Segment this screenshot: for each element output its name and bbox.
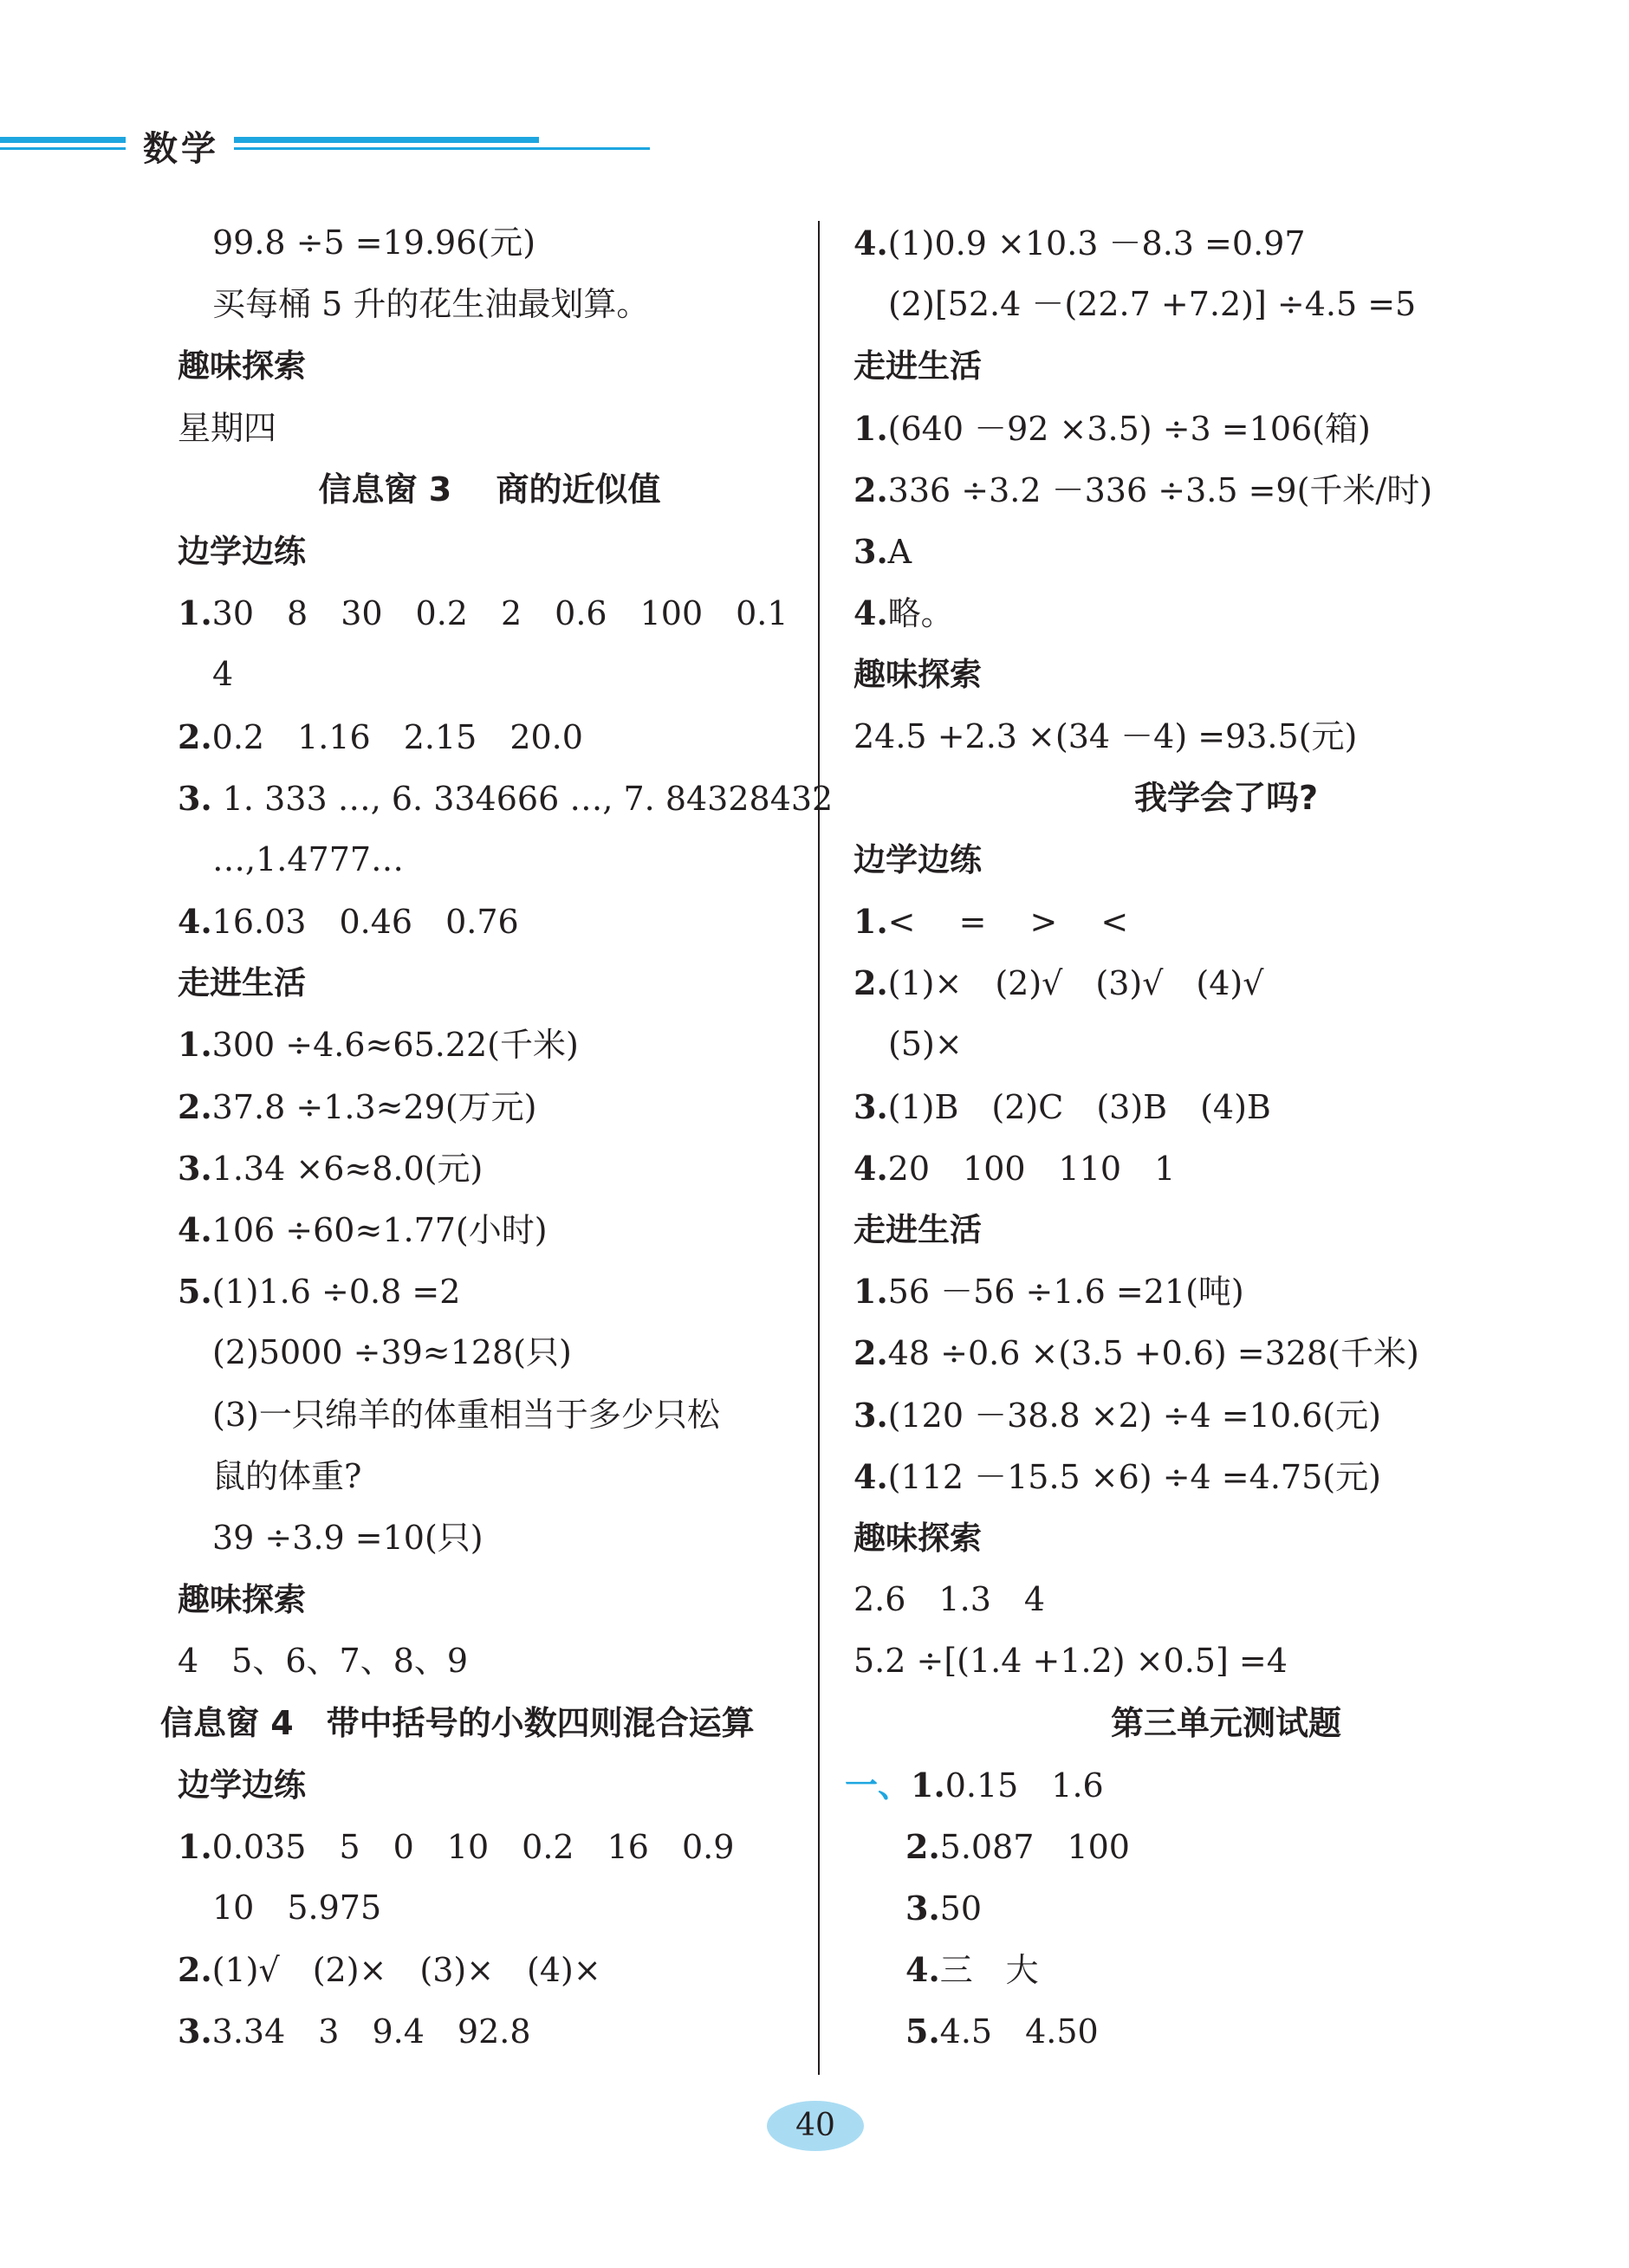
section-heading <box>853 829 1599 891</box>
answer-text: …,1.4777… <box>212 839 405 878</box>
item-number: 4. <box>853 1148 888 1188</box>
answer-text: 我学会了吗? <box>1133 778 1319 817</box>
answer-text: 5.087 100 <box>939 1827 1130 1866</box>
answer-text: 4 5、6、7、8、9 <box>178 1642 469 1681</box>
answer-text: 50 <box>939 1889 983 1928</box>
answer-line <box>853 1260 1599 1322</box>
section-heading <box>853 1507 1599 1569</box>
header-stripe <box>0 137 126 143</box>
header-stripe <box>234 137 539 143</box>
item-number: 1. <box>853 902 888 942</box>
header-stripe <box>0 147 126 150</box>
answer-line <box>178 1507 802 1569</box>
answer-text: 走进生活 <box>853 347 982 386</box>
item-number: 1. <box>178 1025 212 1065</box>
answer-line <box>178 1260 802 1322</box>
answer-line <box>178 274 802 335</box>
answer-text: < = > < <box>887 903 1129 942</box>
answer-line <box>178 1816 802 1877</box>
answer-line <box>853 952 1599 1014</box>
answer-line <box>178 1076 802 1137</box>
answer-text: 鼠的体重? <box>212 1456 362 1495</box>
answer-line <box>853 1384 1599 1446</box>
answer-line <box>853 398 1599 459</box>
item-number: 4. <box>853 593 888 633</box>
answer-text: (2)5000 ÷39≈128(只) <box>212 1333 572 1372</box>
section-heading <box>853 335 1599 397</box>
answer-line <box>853 891 1599 952</box>
answer-text: 336 ÷3.2 －336 ÷3.5 =9(千米/时) <box>887 470 1433 509</box>
answer-line <box>178 1199 802 1260</box>
answer-text: 4.5 4.50 <box>939 2012 1099 2051</box>
answer-text: 48 ÷0.6 ×(3.5 +0.6) =328(千米) <box>887 1334 1419 1373</box>
item-number: 3. <box>853 1086 888 1126</box>
chapter-title <box>160 1693 802 1754</box>
answer-line <box>853 1816 1599 1877</box>
answer-line <box>178 1014 802 1075</box>
item-number: 1. <box>853 408 888 448</box>
answer-line <box>178 1384 802 1446</box>
answer-line <box>178 1877 802 1939</box>
answer-line <box>178 398 802 459</box>
answer-text: 20 100 110 1 <box>887 1149 1176 1188</box>
answer-text: 三 大 <box>939 1951 1039 1990</box>
answer-text: 信息窗 4 带中括号的小数四则混合运算 <box>160 1703 755 1742</box>
answer-line <box>853 582 1599 644</box>
answer-line <box>178 1137 802 1199</box>
answer-text: 56 －56 ÷1.6 =21(吨) <box>887 1273 1244 1312</box>
answer-line <box>178 829 802 891</box>
answer-text: 99.8 ÷5 =19.96(元) <box>212 224 536 262</box>
answer-text: 边学边练 <box>178 1766 306 1804</box>
answer-text: 39 ÷3.9 =10(只) <box>212 1518 484 1557</box>
item-number: 3. <box>178 1148 212 1188</box>
left-column <box>160 212 834 2063</box>
part-marker: 一、 <box>845 1765 912 1805</box>
answer-text: 37.8 ÷1.3≈29(万元) <box>211 1087 537 1126</box>
answer-text: 0.15 1.6 <box>944 1766 1104 1805</box>
section-heading <box>853 1199 1599 1260</box>
item-number: 3. <box>178 2012 212 2051</box>
answer-text: 边学边练 <box>853 840 982 878</box>
item-number: 5. <box>905 2012 940 2051</box>
section-heading <box>178 1569 802 1630</box>
answer-text: 4 <box>212 655 234 694</box>
item-number: 5. <box>178 1272 212 1312</box>
answer-text: 边学边练 <box>178 532 306 570</box>
answer-text: (3)一只绵羊的体重相当于多少只松 <box>212 1395 720 1434</box>
answer-text: 信息窗 3 商的近似值 <box>318 470 661 509</box>
answer-line <box>853 2000 1599 2062</box>
answer-line <box>178 1939 802 2000</box>
item-number: 4. <box>853 1456 888 1496</box>
answer-line <box>853 1939 1599 2000</box>
answer-line <box>178 644 802 705</box>
answer-text: (120 －38.8 ×2) ÷4 =10.6(元) <box>887 1396 1381 1435</box>
answer-line <box>178 891 802 952</box>
answer-line <box>853 459 1599 521</box>
item-number: 2. <box>905 1826 940 1866</box>
answer-line <box>178 212 802 274</box>
answer-text: 16.03 0.46 0.76 <box>211 903 519 942</box>
item-number: 1. <box>911 1765 945 1805</box>
answer-line <box>853 1137 1599 1199</box>
answer-line <box>853 1569 1599 1630</box>
answer-line <box>853 1877 1599 1939</box>
answer-text: 趣味探索 <box>853 656 982 694</box>
item-number: 4. <box>178 1210 212 1249</box>
answer-line <box>853 1446 1599 1507</box>
answer-text: 0.035 5 0 10 0.2 16 0.9 <box>211 1827 735 1866</box>
answer-line <box>845 1754 1599 1816</box>
section-heading <box>178 335 802 397</box>
item-number: 4. <box>178 902 212 942</box>
answer-text: 趣味探索 <box>178 347 306 386</box>
answer-text: (112 －15.5 ×6) ÷4 =4.75(元) <box>887 1457 1381 1496</box>
answer-text: 0.2 1.16 2.15 20.0 <box>211 717 583 756</box>
answer-text: 走进生活 <box>853 1211 982 1248</box>
right-column <box>845 212 1599 2063</box>
answer-text: (640 －92 ×3.5) ÷3 =106(箱) <box>887 409 1371 448</box>
item-number: 3. <box>905 1889 940 1928</box>
answer-text: 300 ÷4.6≈65.22(千米) <box>211 1026 579 1065</box>
item-number: 3. <box>853 1395 888 1435</box>
answer-text: 星期四 <box>178 408 277 447</box>
answer-text: 2.6 1.3 4 <box>853 1580 1046 1619</box>
answer-text: 30 8 30 0.2 2 0.6 100 0.1 <box>211 594 789 633</box>
item-number: 2. <box>178 1950 212 1990</box>
answer-line <box>178 1630 802 1692</box>
item-number: 4. <box>853 224 888 262</box>
page-number: 40 <box>795 2108 835 2143</box>
item-number: 2. <box>178 716 212 756</box>
item-number: 1. <box>178 1826 212 1866</box>
item-number: 2. <box>853 470 888 509</box>
answer-text: 走进生活 <box>178 964 306 1002</box>
answer-text: (1)√ (2)× (3)× (4)× <box>211 1951 601 1990</box>
item-number: 2. <box>853 963 888 1003</box>
item-number: 1. <box>178 593 212 633</box>
item-number: 2. <box>853 1333 888 1373</box>
answer-line <box>178 1322 802 1383</box>
answer-line <box>178 706 802 768</box>
answer-text: 106 ÷60≈1.77(小时) <box>211 1211 548 1249</box>
chapter-title <box>853 768 1599 829</box>
answer-text: 略。 <box>887 594 954 633</box>
item-number: 4. <box>905 1950 940 1990</box>
answer-line <box>853 1630 1599 1692</box>
section-heading <box>178 1754 802 1816</box>
answer-line <box>178 582 802 644</box>
chapter-title <box>178 459 802 521</box>
answer-text: 24.5 +2.3 ×(34 －4) =93.5(元) <box>853 716 1358 755</box>
section-heading <box>853 644 1599 705</box>
answer-text: (2)[52.4 －(22.7 +7.2)] ÷4.5 =5 <box>888 285 1417 324</box>
answer-text: (1)1.6 ÷0.8 =2 <box>211 1273 461 1312</box>
answer-text: (1)0.9 ×10.3 －8.3 =0.97 <box>887 224 1306 262</box>
item-number: 1. <box>853 1272 888 1312</box>
answer-line <box>178 1446 802 1507</box>
header-stripe <box>234 147 650 150</box>
chapter-title <box>853 1693 1599 1754</box>
answer-text: (1)× (2)√ (3)√ (4)√ <box>887 964 1264 1003</box>
answer-line <box>178 2000 802 2062</box>
answer-text: 买每桶 5 升的花生油最划算。 <box>212 285 650 324</box>
column-divider <box>818 221 820 2075</box>
item-number: 3. <box>178 778 212 818</box>
header-decoration <box>0 128 652 163</box>
answer-text: 第三单元测试题 <box>1110 1703 1341 1742</box>
section-heading <box>178 952 802 1014</box>
answer-line <box>853 706 1599 768</box>
answer-text: (1)B (2)C (3)B (4)B <box>887 1087 1271 1126</box>
item-number: 3. <box>853 531 888 571</box>
answer-text: (5)× <box>888 1025 963 1064</box>
answer-line <box>853 1322 1599 1383</box>
answer-line <box>853 212 1599 274</box>
answer-line <box>853 1076 1599 1137</box>
answer-line <box>853 1014 1599 1075</box>
answer-text: 1. 333 …, 6. 334666 …, 7. 84328432 <box>211 779 834 818</box>
answer-text: 3.34 3 9.4 92.8 <box>211 2012 531 2051</box>
answer-line <box>853 274 1599 335</box>
answer-text: 10 5.975 <box>212 1889 382 1928</box>
subject-title: 数学 <box>143 129 219 169</box>
answer-text: 趣味探索 <box>178 1581 306 1619</box>
section-heading <box>178 521 802 582</box>
item-number: 2. <box>178 1086 212 1126</box>
answer-line <box>178 768 834 829</box>
answer-text: 1.34 ×6≈8.0(元) <box>211 1149 484 1188</box>
answer-text: 趣味探索 <box>853 1519 982 1557</box>
answer-text: A <box>887 532 912 571</box>
answer-line <box>853 521 1599 582</box>
answer-text: 5.2 ÷[(1.4 +1.2) ×0.5] =4 <box>853 1642 1288 1681</box>
